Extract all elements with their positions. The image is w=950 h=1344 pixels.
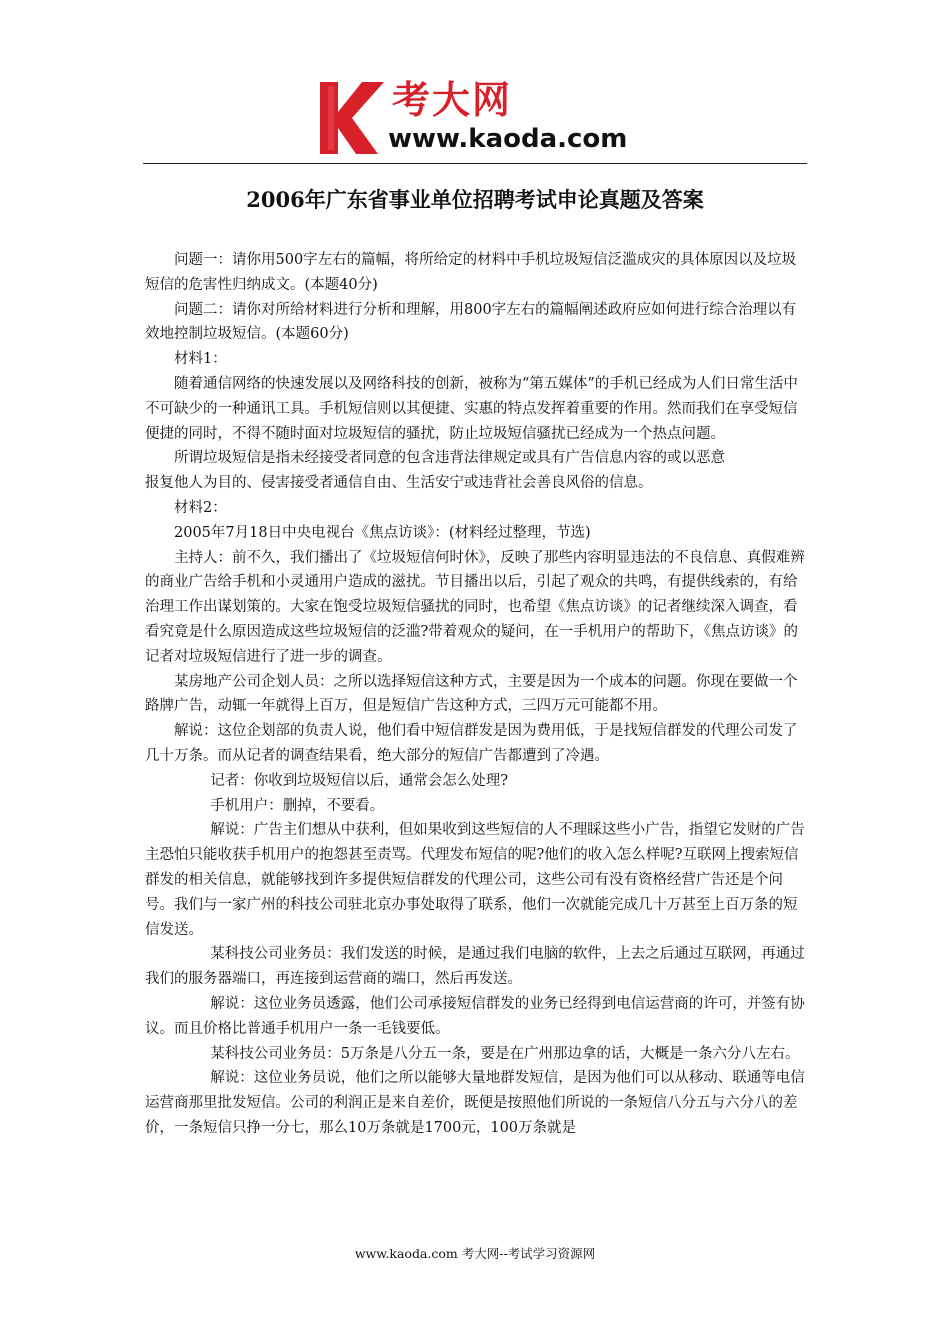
paragraph: 解说：这位业务员说，他们之所以能够大量地群发短信，是因为他们可以从移动、联通等电信运营商那里批发短信。公司的利润正是来自差价，既便是按照他们所说的一条短信八分五与六分八的差价，一条短信只挣一分七，那么10万条就是1700元，100万条就是 xyxy=(145,1070,805,1136)
document-title: 2006年广东省事业单位招聘考试申论真题及答案 xyxy=(246,187,704,212)
paragraph: 材料2： xyxy=(174,499,227,516)
paragraph: 某科技公司业务员：我们发送的时候，是通过我们电脑的软件，上去之后通过互联网，再通过我们的服务器端口，再连接到运营商的端口，然后再发送。 xyxy=(145,946,805,988)
document-body xyxy=(145,248,809,1141)
logo-url: www.kaoda.com xyxy=(388,124,628,154)
paragraph: 某科技公司业务员：5万条是八分五一条，要是在广州那边拿的话，大概是一条六分八左右。 xyxy=(210,1045,800,1062)
logo-char: 大 xyxy=(432,78,471,122)
paragraph: 解说：广告主们想从中获利，但如果收到这些短信的人不理睬这些小广告，指望它发财的广告主恐怕只能收获手机用户的抱怨甚至责骂。代理发布短信的呢?他们的收入怎么样呢?互联网上搜索短信群发的相关信息，就能够找到许多提供短信群发的代理公司，这些公司有没有资格经营广告还是个问号。我们与一家广州的科技公司驻北京办事处取得了联系，他们一次就能完成几十万甚至上百万条的短信发送。 xyxy=(145,822,805,938)
logo-char: 网 xyxy=(472,78,511,122)
logo-char: 考 xyxy=(392,78,431,122)
header-divider xyxy=(143,163,807,164)
paragraph: 所谓垃圾短信是指未经接受者同意的包含违背法律规定或具有广告信息内容的或以恶意 xyxy=(174,450,725,467)
paragraph: 记者：你收到垃圾短信以后，通常会怎么处理? xyxy=(210,772,509,789)
paragraph: 问题一：请你用500字左右的篇幅，将所给定的材料中手机垃圾短信泛滥成灾的具体原因以及垃圾短信的危害性归纳成文。(本题40分) xyxy=(145,252,797,293)
paragraph: 问题二：请你对所给材料进行分析和理解，用800字左右的篇幅阐述政府应如何进行综合治理以有效地控制垃圾短信。(本题60分) xyxy=(145,301,797,343)
paragraph: 某房地产公司企划人员：之所以选择短信这种方式，主要是因为一个成本的问题。你现在要做一个路牌广告，动辄一年就得上百万，但是短信广告这种方式，三四万元可能都不用。 xyxy=(145,673,798,715)
paragraph: 2005年7月18日中央电视台《焦点访谈》：(材料经过整理，节选) xyxy=(174,524,591,541)
paragraph: 解说：这位企划部的负责人说，他们看中短信群发是因为费用低，于是找短信群发的代理公司发了几十万条。而从记者的调查结果看，绝大部分的短信广告都遭到了冷遇。 xyxy=(145,723,798,764)
logo-chinese-name xyxy=(392,80,510,120)
paragraph: 报复他人为目的、侵害接受者通信自由、生活安宁或违背社会善良风俗的信息。 xyxy=(145,475,653,492)
paragraph: 材料1： xyxy=(174,351,227,368)
k-logo-icon xyxy=(318,78,390,158)
paragraph: 手机用户：删掉，不要看。 xyxy=(210,797,385,814)
page-footer[interactable]: www.kaoda.com 考大网--考试学习资源网 xyxy=(354,1246,596,1261)
site-logo[interactable] xyxy=(318,78,638,160)
paragraph: 解说：这位业务员透露，他们公司承接短信群发的业务已经得到电信运营商的许可，并签有协议。而且价格比普通手机用户一条一毛钱要低。 xyxy=(145,995,805,1037)
paragraph: 主持人：前不久，我们播出了《垃圾短信何时休》，反映了那些内容明显违法的不良信息、真假难辨的商业广告给手机和小灵通用户造成的滋扰。节目播出以后，引起了观众的共鸣，有提供线索的，有给治理工作出谋划策的。大家在饱受垃圾短信骚扰的同时，也希望《焦点访谈》的记者继续深入调查，看看究竟是什么原因造成这些垃圾短信的泛滥?带着观众的疑问，在一手机用户的帮助下，《焦点访谈》的记者对垃圾短信进行了进一步的调查。 xyxy=(145,549,805,665)
paragraph: 随着通信网络的快速发展以及网络科技的创新，被称为“第五媒体”的手机已经成为人们日常生活中不可缺少的一种通讯工具。手机短信则以其便捷、实惠的特点发挥着重要的作用。然而我们在享受短信便捷的同时，不得不随时面对垃圾短信的骚扰，防止垃圾短信骚扰已经成为一个热点问题。 xyxy=(145,375,798,442)
